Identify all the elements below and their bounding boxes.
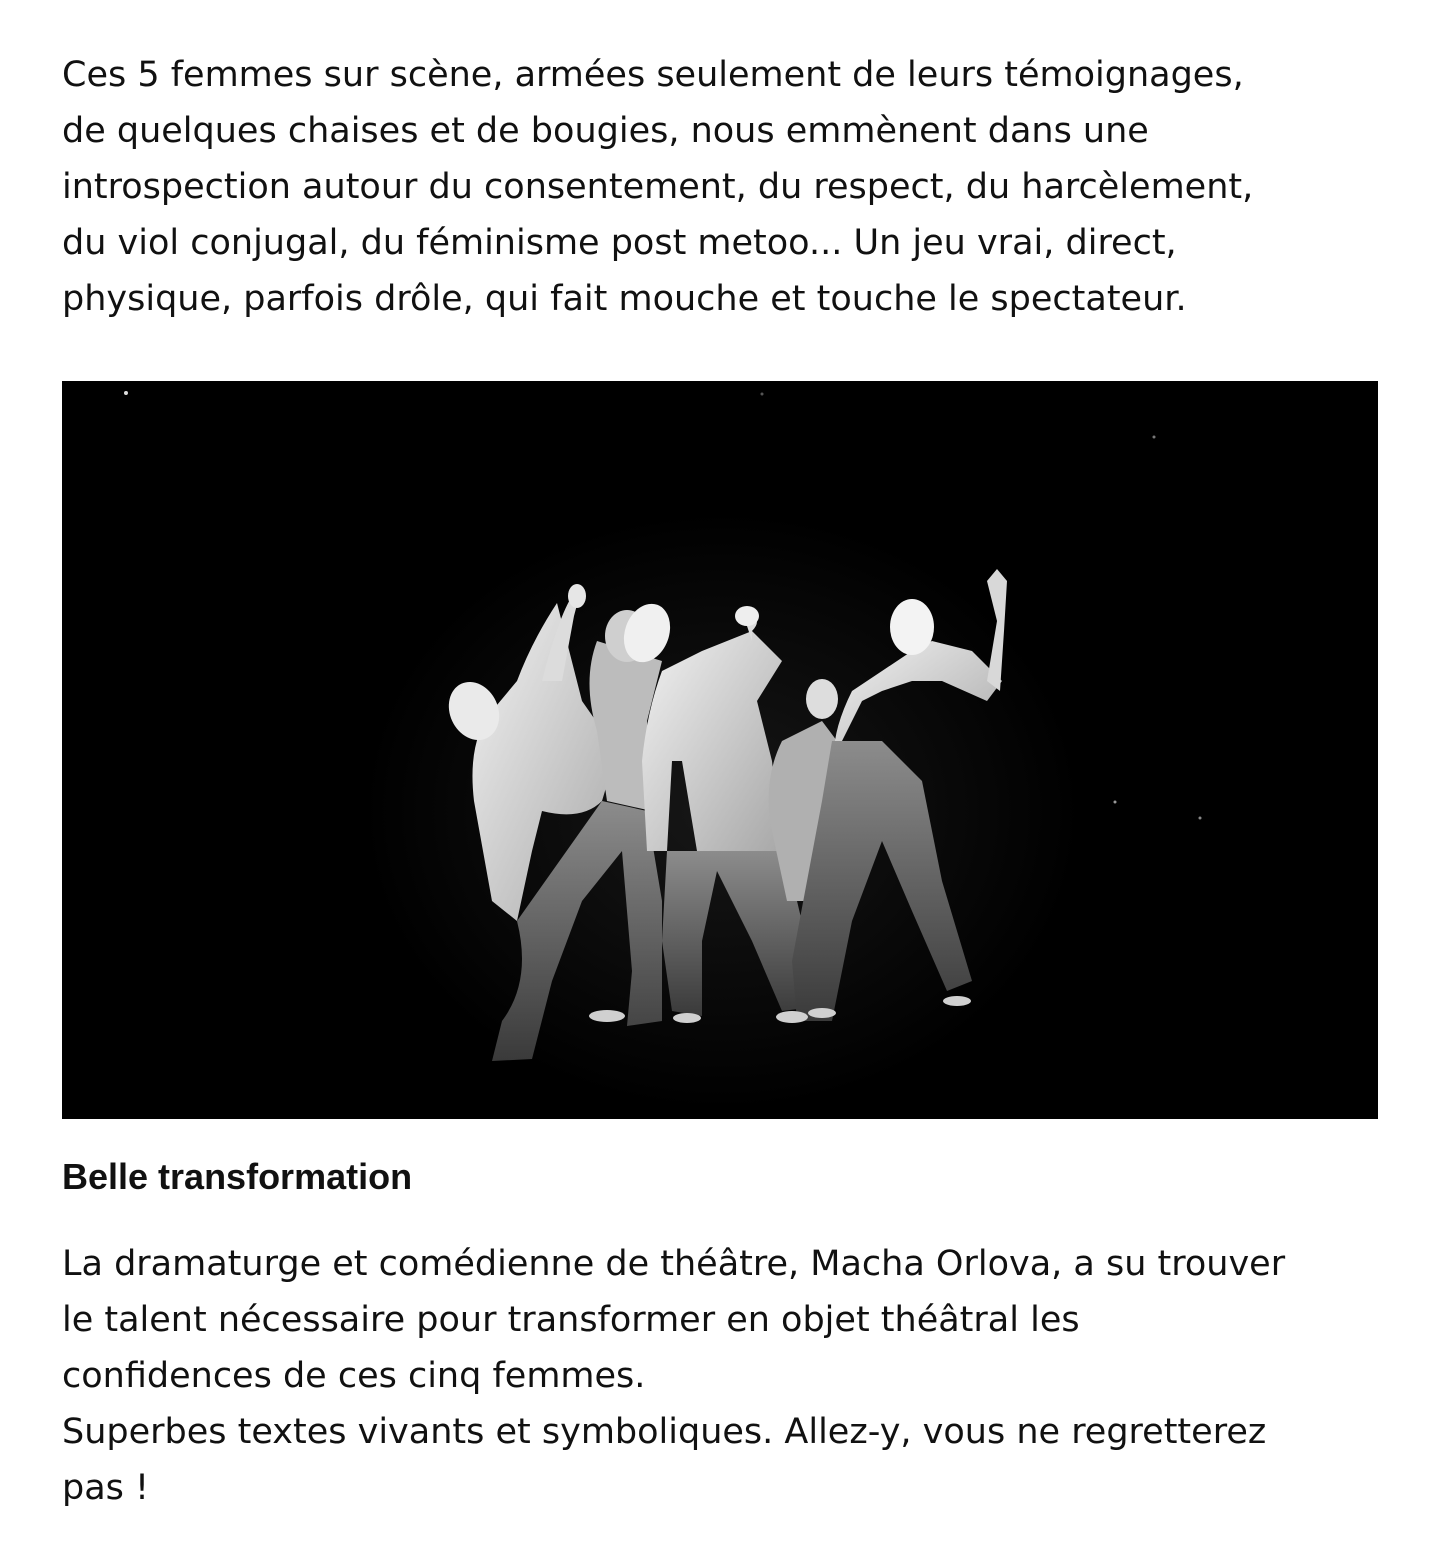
section-heading: Belle transformation <box>62 1156 413 1197</box>
body-paragraph: La dramaturge et comédienne de théâtre, Macha Orlova, a su trouver le talent nécessaire pour transformer en objet théâtral les confidences de ces cinq femmes. Superbes textes vivants et symboliques. Allez-y, vous ne regretterez pas ! <box>62 1244 1286 1508</box>
intro-paragraph: Ces 5 femmes sur scène, armées seulement de leurs témoignages, de quelques chaises et de bougies, nous emmènent dans une introspection autour du consentement, du respect, du harcèlement, du viol conjugal, du féminisme post metoo... Un jeu vrai, direct, physique, parfois drôle, qui fait mouche et touche le spectateur. <box>62 55 1254 319</box>
stage-photo <box>62 381 1378 1119</box>
